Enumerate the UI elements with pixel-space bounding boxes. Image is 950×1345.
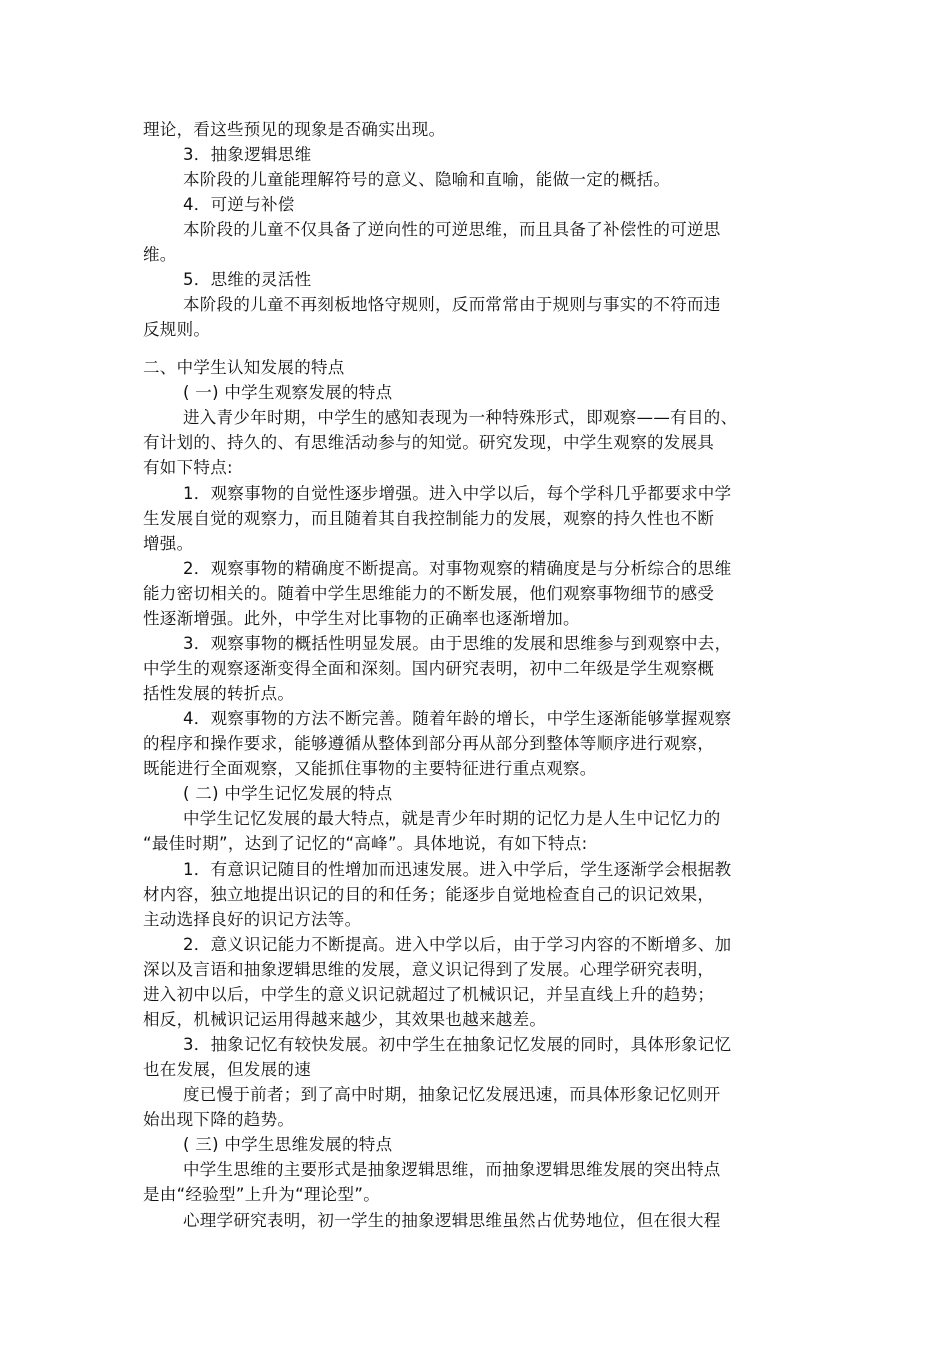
text-line: 有计划的、持久的、有思维活动参与的知觉。研究发现，中学生观察的发展具 [143,433,715,452]
text-line: 增强。 [143,534,194,553]
text-line: 的程序和操作要求，能够遵循从整体到部分再从部分到整体等顺序进行观察， [143,734,715,753]
text-line: 3．抽象逻辑思维 [183,145,312,164]
text-line: 中学生思维的主要形式是抽象逻辑思维，而抽象逻辑思维发展的突出特点 [183,1160,721,1179]
text-line: 始出现下降的趋势。 [143,1110,295,1129]
text-line: 1．有意识记随目的性增加而迅速发展。进入中学后，学生逐渐学会根据教 [183,860,732,879]
subsection-heading: ( 一) 中学生观察发展的特点 [183,383,393,402]
text-line: 5．思维的灵活性 [183,270,312,289]
text-line: 是由“经验型”上升为“理论型”。 [143,1185,380,1204]
text-line: 本阶段的儿童不再刻板地恪守规则，反而常常由于规则与事实的不符而违 [183,295,721,314]
text-line: “最佳时期”，达到了记忆的“高峰”。具体地说，有如下特点: [143,834,588,853]
section-heading: 二、中学生认知发展的特点 [143,358,345,377]
text-line: 4．可逆与补偿 [183,195,295,214]
text-line: 3．抽象记忆有较快发展。初中学生在抽象记忆发展的同时，具体形象记忆 [183,1035,732,1054]
text-line: 1．观察事物的自觉性逐步增强。进入中学以后，每个学科几乎都要求中学 [183,484,732,503]
text-line: 既能进行全面观察，又能抓住事物的主要特征进行重点观察。 [143,759,597,778]
text-line: 深以及言语和抽象逻辑思维的发展，意义识记得到了发展。心理学研究表明， [143,960,715,979]
text-line: 本阶段的儿童能理解符号的意义、隐喻和直喻，能做一定的概括。 [183,170,671,189]
text-line: 性逐渐增强。此外，中学生对比事物的正确率也逐渐增加。 [143,609,580,628]
text-line: 有如下特点: [143,458,233,477]
text-line: 材内容，独立地提出识记的目的和任务；能逐步自觉地检查自己的识记效果， [143,885,715,904]
text-line: 理论，看这些预见的现象是否确实出现。 [143,120,446,139]
text-line: 主动选择良好的识记方法等。 [143,910,362,929]
text-line: 度已慢于前者；到了高中时期，抽象记忆发展迅速，而具体形象记忆则开 [183,1085,721,1104]
subsection-heading: ( 三) 中学生思维发展的特点 [183,1135,393,1154]
text-line: 2．意义识记能力不断提高。进入中学以后，由于学习内容的不断增多、加 [183,935,732,954]
text-line: 反规则。 [143,320,211,339]
text-line: 括性发展的转折点。 [143,684,295,703]
text-line: 3．观察事物的概括性明显发展。由于思维的发展和思维参与到观察中去， [183,634,732,653]
subsection-heading: ( 二) 中学生记忆发展的特点 [183,784,393,803]
text-line: 也在发展，但发展的速 [143,1060,311,1079]
text-line: 进入初中以后，中学生的意义识记就超过了机械识记，并呈直线上升的趋势； [143,985,715,1004]
text-line: 进入青少年时期，中学生的感知表现为一种特殊形式，即观察——有目的、 [183,408,738,427]
text-line: 心理学研究表明，初一学生的抽象逻辑思维虽然占优势地位，但在很大程 [183,1211,721,1230]
text-line: 2．观察事物的精确度不断提高。对事物观察的精确度是与分析综合的思维 [183,559,732,578]
text-line: 本阶段的儿童不仅具备了逆向性的可逆思维，而且具备了补偿性的可逆思 [183,220,721,239]
text-line: 4．观察事物的方法不断完善。随着年龄的增长，中学生逐渐能够掌握观察 [183,709,732,728]
text-line: 维。 [143,245,177,264]
text-line: 中学生记忆发展的最大特点，就是青少年时期的记忆力是人生中记忆力的 [183,809,721,828]
text-line: 能力密切相关的。随着中学生思维能力的不断发展，他们观察事物细节的感受 [143,584,715,603]
text-line: 相反，机械识记运用得越来越少，其效果也越来越差。 [143,1010,547,1029]
text-line: 中学生的观察逐渐变得全面和深刻。国内研究表明，初中二年级是学生观察概 [143,659,715,678]
text-line: 生发展自觉的观察力，而且随着其自我控制能力的发展，观察的持久性也不断 [143,509,715,528]
